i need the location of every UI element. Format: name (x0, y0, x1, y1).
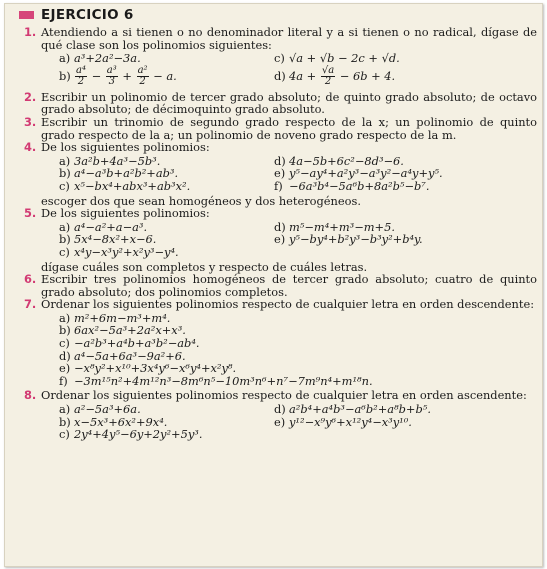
item-label: d) (274, 153, 286, 168)
exercise-text: Ordenar los siguientes polinomios respecto de cualquier letra en orden ascendente: (41, 388, 527, 403)
denominator: 2 (139, 76, 146, 88)
item-expression: 5x⁴−8x²+x−6. (74, 232, 157, 247)
item-expression: a⁴−a²+a−a³. (74, 219, 148, 234)
exercise-text: Escribir tres polinomios homogéneos de tercer grado absoluto; cuatro de quinto grado absoluto; dos polinomios completos. (41, 272, 537, 299)
denominator: 2 (324, 76, 332, 88)
item-label: e) (274, 232, 286, 247)
item-label: d) (59, 348, 71, 363)
item-label: a) (59, 402, 71, 417)
exercise-8 (24, 388, 537, 442)
exercise-number: 6. (24, 272, 37, 287)
item-label: b) (59, 69, 71, 84)
item-label: e) (274, 414, 286, 429)
exercise-list (24, 25, 537, 443)
exercise-header (19, 7, 134, 23)
item-label: d) (274, 402, 286, 417)
item-expression (289, 66, 395, 88)
exercise-4 (24, 140, 537, 208)
section-marker-icon (19, 11, 34, 19)
operator: + (122, 68, 132, 83)
item-expression: m²+6m−m³+m⁴. (74, 310, 171, 325)
textbook-page (4, 3, 543, 567)
numerator: √a (321, 64, 335, 76)
exercise-footer: dígase cuáles son completos y respecto de cuáles letras. (41, 259, 368, 274)
item-expression: −6a³b⁴−5a⁶b+8a²b⁵−b⁷. (289, 178, 430, 193)
item-list (41, 155, 537, 193)
exercise-number: 4. (24, 140, 37, 155)
fraction (137, 66, 149, 88)
exercise-text: Atendiendo a si tienen o no denominador literal y a si tienen o no radical, dígase de qué clase son los polinomios siguientes: (41, 25, 537, 52)
item-label: b) (59, 323, 71, 338)
item-label: d) (274, 69, 286, 84)
item-expression: 3a²b+4a³−5b³. (74, 153, 161, 168)
exercise-text: Ordenar los siguientes polinomios respecto de cualquier letra en orden descendente: (41, 297, 535, 312)
item-expression: a⁴−a³b+a²b²+ab³. (74, 166, 179, 181)
item-label: e) (274, 166, 286, 181)
page-title: EJERCICIO 6 (41, 7, 134, 23)
list-item (59, 362, 537, 375)
item-label: a) (59, 310, 71, 325)
exercise-number: 2. (24, 89, 37, 104)
denominator: 2 (77, 76, 85, 88)
item-expression: m⁵−m⁴+m³−m+5. (289, 219, 395, 234)
expression-lead: 4a + (289, 68, 317, 83)
item-list (41, 312, 537, 388)
item-label: f) (59, 373, 68, 388)
operator: − (91, 68, 102, 83)
list-item (274, 65, 537, 89)
list-item (274, 52, 537, 65)
item-expression: a²b⁴+a⁴b³−a⁶b²+a⁸b+b⁵. (289, 402, 431, 417)
item-expression: 4a−5b+6c²−8d³−6. (289, 153, 404, 168)
item-label: f) (274, 178, 283, 193)
item-label: d) (274, 219, 286, 234)
item-expression: 2y⁴+4y⁵−6y+2y²+5y³. (74, 427, 203, 442)
exercise-number: 7. (24, 297, 37, 312)
list-item (274, 416, 537, 429)
exercise-1 (24, 25, 537, 89)
exercise-footer: escoger dos que sean homogéneos y dos heterogéneos. (41, 193, 361, 208)
item-expression: y¹²−x⁹y⁶+x¹²y⁴−x³y¹⁰. (289, 414, 412, 429)
list-item (59, 180, 264, 193)
numerator: a³ (106, 64, 117, 76)
item-label: c) (59, 336, 70, 351)
item-expression: −x⁸y²+x¹⁰+3x⁴y⁶−x⁶y⁴+x²y⁸. (74, 361, 237, 376)
exercise-number: 5. (24, 206, 37, 221)
item-expression: −3m¹⁵n²+4m¹²n³−8m⁶n⁵−10m³n⁶+n⁷−7m⁹n⁴+m¹⁸n. (74, 373, 373, 388)
item-expression: 6ax²−5a³+2a²x+x³. (74, 323, 186, 338)
item-label: e) (59, 361, 71, 376)
item-label: c) (59, 178, 70, 193)
list-item (59, 403, 264, 416)
exercise-number: 8. (24, 388, 37, 403)
expression-tail: − 6b + 4. (339, 68, 396, 83)
item-label: a) (59, 153, 71, 168)
item-expression (74, 66, 177, 88)
exercise-6 (24, 272, 537, 299)
list-item (274, 180, 537, 193)
item-label: a) (59, 51, 71, 66)
exercise-text: De los siguientes polinomios: (41, 140, 210, 155)
list-item (59, 65, 264, 89)
item-expression: y⁵−ay⁴+a²y³−a³y²−a⁴y+y⁵. (289, 166, 443, 181)
fraction (75, 66, 87, 88)
item-expression: y⁵−by⁴+b²y³−b³y²+b⁴y. (289, 232, 423, 247)
list-item (274, 233, 537, 246)
item-expression: a²−5a³+6a. (74, 402, 141, 417)
item-list (41, 52, 537, 89)
item-label: b) (59, 166, 71, 181)
numerator: a⁴ (76, 64, 86, 76)
exercise-7 (24, 297, 537, 388)
item-list (41, 221, 537, 259)
item-expression: a⁴−5a+6a³−9a²+6. (74, 348, 186, 363)
item-expression: x⁴y−x³y²+x²y³−y⁴. (74, 244, 179, 259)
list-item (59, 375, 537, 388)
list-item (59, 246, 264, 259)
item-label: c) (59, 427, 70, 442)
item-list (41, 403, 537, 441)
list-item (59, 428, 264, 441)
item-label: c) (274, 51, 285, 66)
exercise-number: 1. (24, 25, 37, 39)
list-item (59, 52, 264, 65)
fraction (106, 66, 118, 88)
numerator: a² (137, 64, 148, 76)
denominator: 3 (108, 76, 115, 88)
expression-tail: − a. (153, 68, 177, 83)
fraction (321, 66, 335, 88)
list-item (59, 337, 537, 350)
exercise-3 (24, 114, 537, 142)
list-item (274, 403, 537, 416)
exercise-2 (24, 89, 537, 117)
exercise-5 (24, 206, 537, 274)
item-label: b) (59, 414, 71, 429)
exercise-text: De los siguientes polinomios: (41, 206, 210, 221)
item-expression: a³+2a²−3a. (74, 51, 141, 66)
item-expression: −a²b³+a⁴b+a³b²−ab⁴. (74, 336, 200, 351)
exercise-number: 3. (24, 114, 37, 129)
item-expression: √a + √b − 2c + √d. (289, 51, 400, 66)
exercise-text: Escribir un trinomio de segundo grado respecto de la x; un polinomio de quinto grado respecto de la a; un polinomio de noveno grado respecto de la m. (41, 114, 537, 142)
item-label: a) (59, 219, 71, 234)
item-label: c) (59, 244, 70, 259)
item-expression: x−5x³+6x²+9x⁴. (74, 414, 168, 429)
item-label: b) (59, 232, 71, 247)
item-expression: x⁵−bx⁴+abx³+ab³x². (74, 178, 191, 193)
exercise-text: Escribir un polinomio de tercer grado absoluto; de quinto grado absoluto; de octavo grado absoluto; de décimoquinto grado absoluto. (41, 89, 537, 117)
